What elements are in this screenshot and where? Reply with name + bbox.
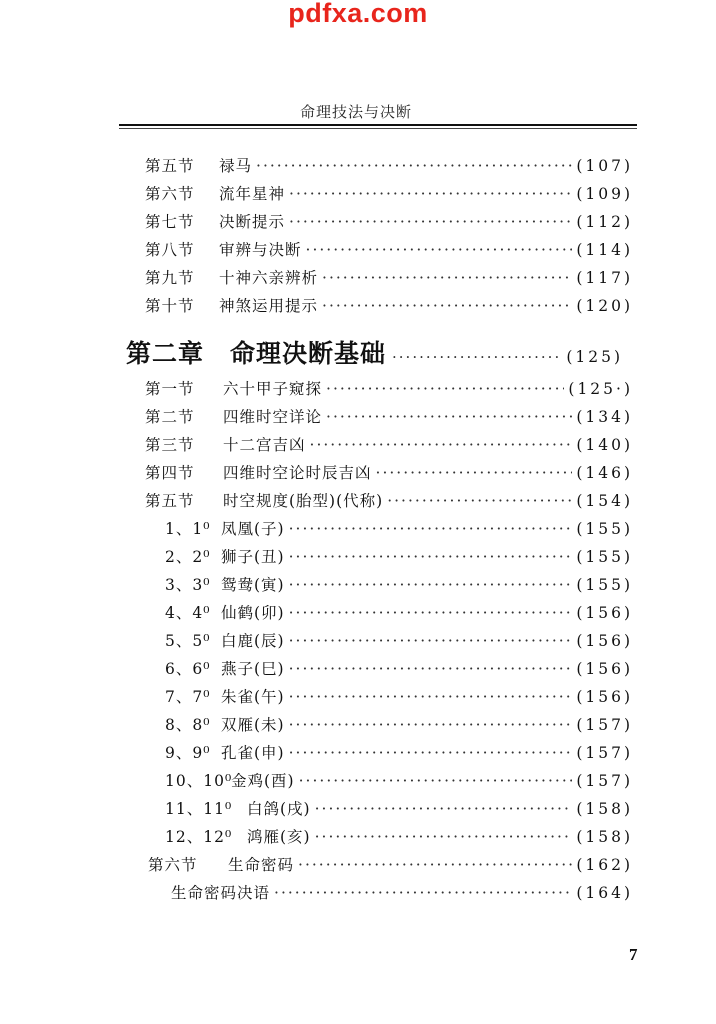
leader-dots [289,213,572,231]
leader-dots [289,688,573,706]
item-page: (157) [576,716,633,734]
leader-dots [326,408,572,426]
leader-dots [299,772,573,790]
toc-item[interactable] [165,573,633,595]
page-number: 7 [629,945,638,964]
toc-item[interactable] [165,769,633,791]
item-title: 朱雀(午) [221,688,285,706]
toc-entry[interactable] [145,489,633,511]
item-number: 10、10⁰ [165,772,233,790]
toc-page: (134) [576,408,633,426]
item-number: 2、2⁰ [165,548,211,566]
toc-page: (164) [576,884,633,902]
toc-entry[interactable] [145,238,633,260]
toc-entry[interactable] [145,294,633,316]
toc-item[interactable] [165,713,633,735]
toc-entry[interactable] [148,853,633,875]
toc-section: 第十节 [145,297,195,315]
leader-dots [289,744,573,762]
toc-item[interactable] [165,685,633,707]
leader-dots [256,157,572,175]
leader-dots [322,269,572,287]
item-title: 狮子(丑) [221,548,285,566]
toc-section: 第八节 [145,241,195,259]
item-title: 燕子(巳) [221,660,285,678]
toc-section: 第六节 [148,856,198,874]
toc-section: 第二节 [145,408,195,426]
item-page: (158) [576,800,633,818]
item-number: 9、9⁰ [165,744,211,762]
leader-dots [289,632,573,650]
chapter-label: 第二章 [126,339,205,368]
item-number: 6、6⁰ [165,660,211,678]
toc-entry[interactable] [145,210,633,232]
toc-entry[interactable] [145,405,633,427]
toc-page: (114) [576,241,633,259]
toc-entry[interactable] [145,266,633,288]
item-page: (158) [576,828,633,846]
toc-title: 决断提示 [219,213,286,231]
item-title: 鸿雁(亥) [247,828,311,846]
toc-title: 禄马 [219,157,253,175]
item-number: 8、8⁰ [165,716,211,734]
item-title: 孔雀(申) [221,744,285,762]
leader-dots [274,884,572,902]
item-title: 凤凰(子) [221,520,285,538]
leader-dots [289,716,573,734]
leader-dots [289,576,573,594]
item-page: (155) [576,548,633,566]
running-head: 命理技法与决断 [300,103,413,121]
leader-dots [289,548,573,566]
item-number: 1、1⁰ [165,520,211,538]
leader-dots [376,464,573,482]
toc-entry[interactable] [171,881,633,903]
item-title: 仙鹤(卯) [221,604,285,622]
toc-entry[interactable] [145,461,633,483]
toc-page: (109) [576,185,633,203]
toc-title: 十二宫吉凶 [223,436,306,454]
item-title: 白鸽(戌) [247,800,311,818]
header-rule [119,124,637,126]
header-rule-thin [119,128,637,129]
item-title: 白鹿(辰) [221,632,285,650]
toc-title: 流年星神 [219,185,286,203]
leader-dots [315,828,573,846]
toc-item[interactable] [165,741,633,763]
watermark: pdfxa.com [288,0,428,28]
toc-item[interactable] [165,825,633,847]
toc-page: (162) [576,856,633,874]
toc-page: (154) [576,492,633,510]
toc-title: 审辨与决断 [219,241,302,259]
chapter-title: 命理决断基础 [230,339,387,368]
toc-page: (120) [576,297,633,315]
toc-item[interactable] [165,657,633,679]
chapter-page: (125) [566,348,623,366]
toc-title: 十神六亲辨析 [219,269,319,287]
toc-section: 第七节 [145,213,195,231]
leader-dots [289,185,572,203]
toc-page: (146) [576,464,633,482]
item-page: (157) [576,744,633,762]
leader-dots [289,660,573,678]
chapter-heading[interactable] [126,334,623,370]
toc-page: (117) [576,269,633,287]
item-number: 5、5⁰ [165,632,211,650]
item-title: 双雁(未) [221,716,285,734]
leader-dots [298,856,572,874]
toc-entry[interactable] [145,377,633,399]
leader-dots [315,800,573,818]
toc-section: 第六节 [145,185,195,203]
item-page: (155) [576,520,633,538]
item-number: 4、4⁰ [165,604,211,622]
leader-dots [306,241,573,259]
toc-page: (107) [576,157,633,175]
toc-page: (125·) [568,380,633,398]
item-number: 7、7⁰ [165,688,211,706]
toc-section: 第九节 [145,269,195,287]
item-number: 11、11⁰ [165,800,233,818]
item-number: 12、12⁰ [165,828,233,846]
toc-title: 六十甲子窥探 [223,380,323,398]
toc-title: 生命密码决语 [171,884,271,902]
item-page: (156) [576,604,633,622]
leader-dots [310,436,573,454]
toc-item[interactable] [165,601,633,623]
toc-title: 四维时空详论 [223,408,323,426]
toc-title: 神煞运用提示 [219,297,319,315]
leader-dots [289,604,573,622]
toc-page: (140) [576,436,633,454]
toc-section: 第三节 [145,436,195,454]
item-page: (157) [576,772,633,790]
item-page: (156) [576,632,633,650]
item-page: (155) [576,576,633,594]
leader-dots [322,297,572,315]
toc-section: 第四节 [145,464,195,482]
toc-item[interactable] [165,517,633,539]
item-title: 鸳鸯(寅) [221,576,285,594]
toc-entry[interactable] [145,433,633,455]
leader-dots [289,520,573,538]
item-page: (156) [576,660,633,678]
toc-title: 时空规度(胎型)(代称) [223,492,384,510]
toc-entry[interactable] [145,154,633,176]
toc-title: 四维时空论时辰吉凶 [223,464,372,482]
item-page: (156) [576,688,633,706]
item-title: 金鸡(酉) [231,772,295,790]
toc-section: 第五节 [145,157,195,175]
toc-item[interactable] [165,797,633,819]
toc-title: 生命密码 [228,856,295,874]
leader-dots [392,348,560,366]
leader-dots [387,492,572,510]
leader-dots [326,380,564,398]
toc-entry[interactable] [145,182,633,204]
toc-page: (112) [576,213,633,231]
item-number: 3、3⁰ [165,576,211,594]
toc-section: 第一节 [145,380,195,398]
toc-item[interactable] [165,545,633,567]
toc-section: 第五节 [145,492,195,510]
toc-item[interactable] [165,629,633,651]
